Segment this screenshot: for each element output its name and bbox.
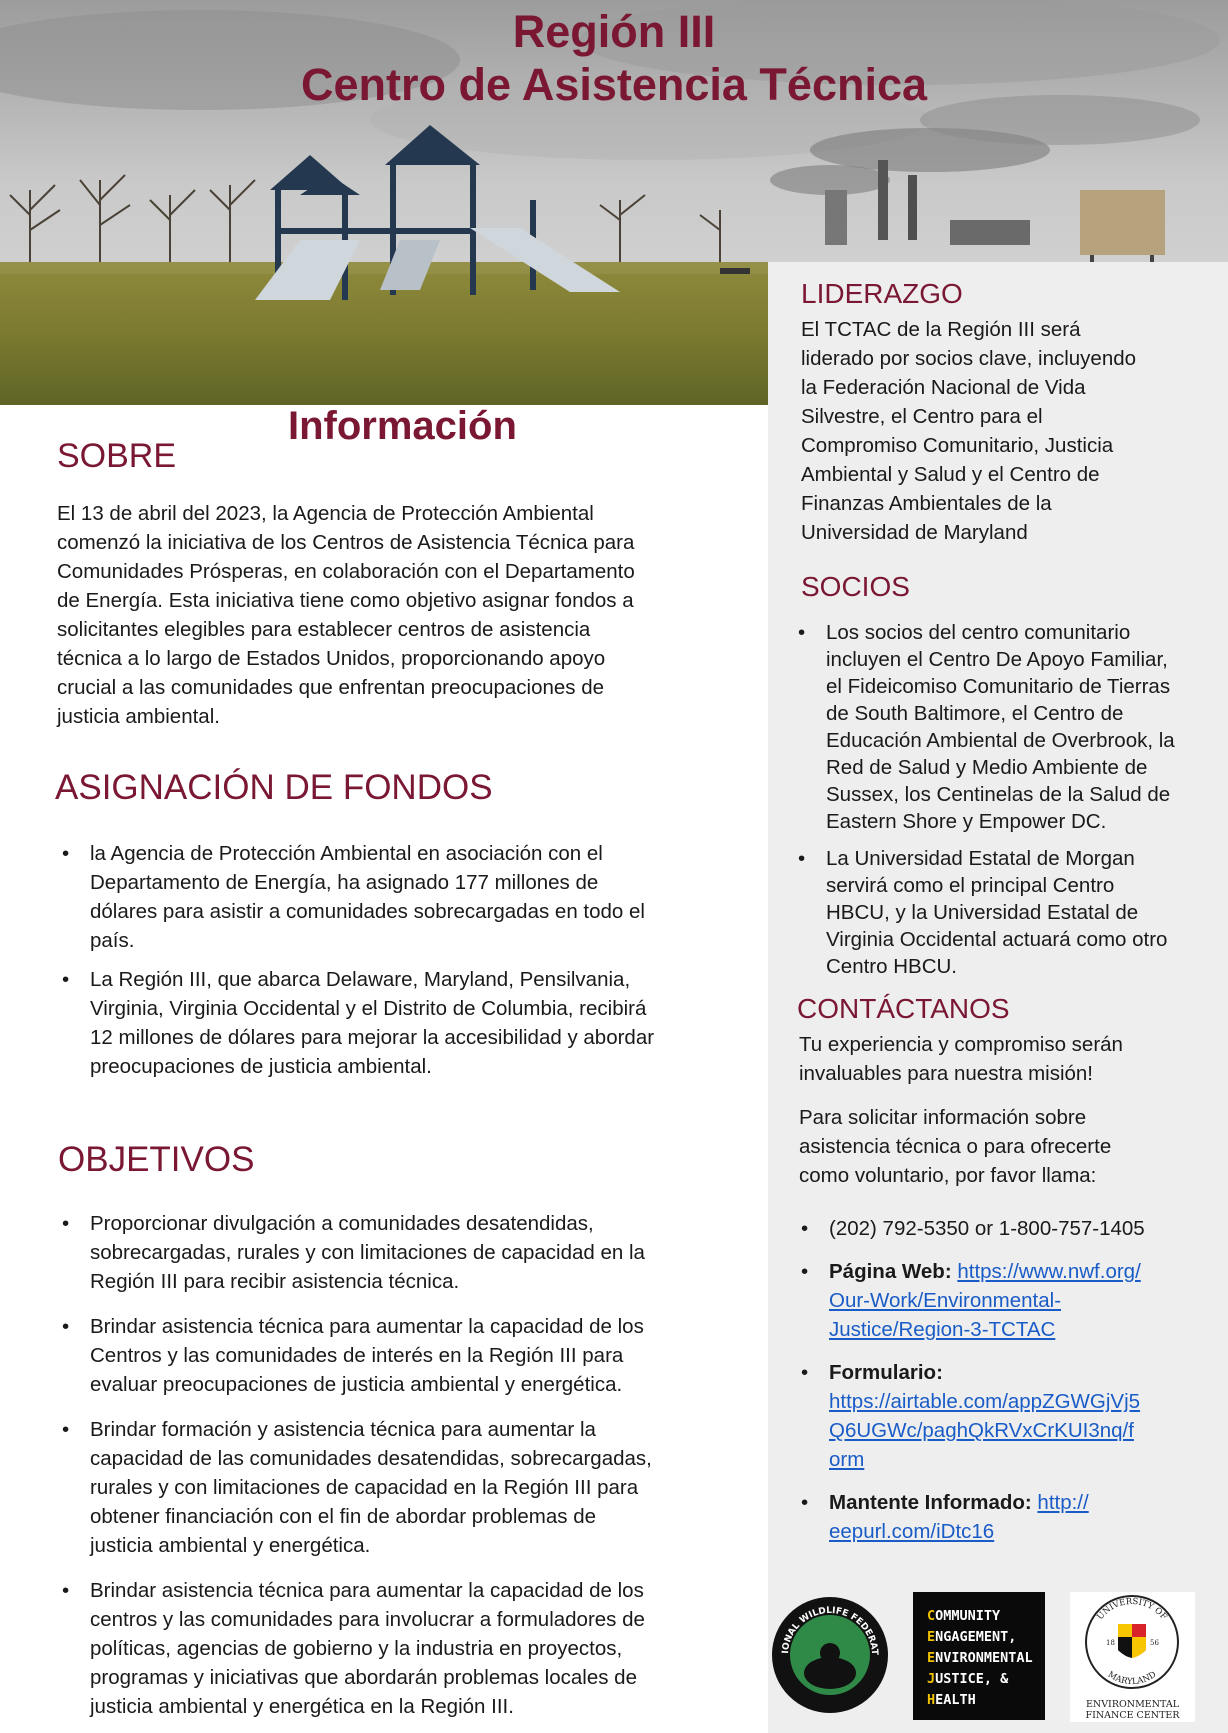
text-line: Comunidades Prósperas, en colaboración con el Departamento <box>57 560 635 583</box>
ceejh-text: EALTH <box>935 1692 976 1708</box>
text-line: Compromiso Comunitario, Justicia <box>801 434 1114 457</box>
list-item <box>60 1312 740 1399</box>
form-item <box>799 1358 1224 1474</box>
text-line: Universidad de Maryland <box>801 521 1028 544</box>
form-link[interactable]: Q6UGWc/paghQkRVxCrKUI3nq/f <box>829 1419 1134 1442</box>
text-line: incluyen el Centro De Apoyo Familiar, <box>826 648 1168 671</box>
text-line: obtener financiación con el fin de abordar problemas de <box>90 1505 596 1528</box>
text-line: justicia ambiental y energética en la Región III. <box>90 1695 514 1718</box>
fondos-list <box>60 839 720 1081</box>
ceejh-letter: J <box>927 1671 936 1687</box>
contacto-heading: CONTÁCTANOS <box>797 993 1010 1024</box>
text-line: • Brindar asistencia técnica para aumentar la capacidad de los <box>90 1579 644 1602</box>
web-link[interactable]: Our-Work/Environmental- <box>829 1289 1062 1312</box>
liderazgo-paragraph <box>801 315 1221 547</box>
text-line: programas y iniciativas que abordarán problemas locales de <box>90 1666 637 1689</box>
text-line: políticas, agencias de gobierno y la industria en proyectos, <box>90 1637 623 1660</box>
text-line: Para solicitar información sobre <box>799 1106 1087 1129</box>
text-line: El TCTAC de la Región III será <box>801 318 1081 341</box>
news-link[interactable]: eepurl.com/iDtc16 <box>829 1520 995 1543</box>
form-link[interactable]: https://airtable.com/appZGWGjVj5 <box>829 1390 1141 1413</box>
text-line: la Federación Nacional de Vida <box>801 376 1086 399</box>
text-line: evaluar preocupaciones de justicia ambiental y energética. <box>90 1373 623 1396</box>
list-item <box>60 839 720 955</box>
text-line: como voluntario, por favor llama: <box>799 1164 1097 1187</box>
form-label: Formulario: <box>829 1361 943 1384</box>
text-line: sobrecargadas, rurales y con limitaciones de capacidad en la <box>90 1241 645 1264</box>
contacto-request <box>799 1103 1219 1190</box>
nwf-logo <box>770 1595 890 1715</box>
list-item <box>60 965 720 1081</box>
web-label: Página Web: <box>829 1260 952 1283</box>
info-heading: Información <box>288 404 517 448</box>
umd-caption-line: FINANCE CENTER <box>1085 1710 1180 1721</box>
text-line: HBCU, y la Universidad Estatal de <box>826 901 1139 924</box>
text-line: Ambiental y Salud y el Centro de <box>801 463 1100 486</box>
text-line: capacidad de las comunidades desatendidas, sobrecargadas, <box>90 1447 652 1470</box>
text-line: justicia ambiental. <box>57 705 220 728</box>
umd-year-left: 18 <box>1106 1639 1115 1647</box>
text-line: Finanzas Ambientales de la <box>801 492 1052 515</box>
text-line: Tu experiencia y compromiso serán <box>799 1033 1123 1056</box>
nwf-text: IONAL WILDLIFE FEDERAT <box>780 1605 880 1656</box>
web-link[interactable]: Justice/Region-3-TCTAC <box>829 1318 1056 1341</box>
page-title <box>0 5 1228 111</box>
objetivos-list <box>60 1209 740 1721</box>
text-line: rurales y con limitaciones de capacidad en la Región III para <box>90 1476 639 1499</box>
text-line: Red de Salud y Medio Ambiente de <box>826 756 1148 779</box>
ceejh-text: USTICE, & <box>935 1671 1009 1687</box>
text-line: crucial a las comunidades que enfrentan preocupaciones de <box>57 676 605 699</box>
ceejh-logo <box>913 1592 1045 1720</box>
text-line: • La Universidad Estatal de Morgan <box>826 847 1135 870</box>
web-link[interactable]: https://www.nwf.org/ <box>957 1260 1141 1283</box>
liderazgo-heading: LIDERAZGO <box>801 278 963 309</box>
ceejh-text: OMMUNITY <box>935 1608 1001 1624</box>
objetivos-heading: OBJETIVOS <box>58 1140 255 1179</box>
umd-year-right: 56 <box>1150 1639 1159 1647</box>
text-line: país. <box>90 929 135 952</box>
ceejh-letter: E <box>927 1629 936 1645</box>
ceejh-letter: E <box>927 1650 936 1666</box>
phone-item <box>799 1214 1224 1243</box>
title-line-2: Centro de Asistencia Técnica <box>300 59 928 110</box>
title-line-1: Región III <box>512 6 716 57</box>
contacto-list <box>799 1214 1224 1546</box>
text-line: centros y las comunidades para involucrar a formuladores de <box>90 1608 645 1631</box>
news-label: Mantente Informado: <box>829 1491 1032 1514</box>
text-line: Educación Ambiental de Overbrook, la <box>826 729 1175 752</box>
text-line: • Proporcionar divulgación a comunidades desatendidas, <box>90 1212 594 1235</box>
text-line: Virginia Occidental actuará como otro <box>826 928 1168 951</box>
text-line: comenzó la iniciativa de los Centros de Asistencia Técnica para <box>57 531 635 554</box>
text-line: de Energía. Esta iniciativa tiene como objetivo asignar fondos a <box>57 589 634 612</box>
text-line: invaluables para nuestra misión! <box>799 1062 1093 1085</box>
text-line: dólares para asistir a comunidades sobrecargadas en todo el <box>90 900 645 923</box>
socios-list <box>796 619 1226 980</box>
list-item <box>60 1209 740 1296</box>
text-line: Centro HBCU. <box>826 955 958 978</box>
list-item <box>60 1415 740 1560</box>
ceejh-letter: C <box>927 1608 936 1624</box>
umd-caption-line: ENVIRONMENTAL <box>1085 1699 1180 1710</box>
umd-logo <box>1070 1592 1195 1722</box>
text-line: Centros y las comunidades de interés en la Región III para <box>90 1344 624 1367</box>
text-line: asistencia técnica o para ofrecerte <box>799 1135 1112 1158</box>
text-line: • Los socios del centro comunitario <box>826 621 1131 644</box>
web-item <box>799 1257 1224 1344</box>
text-line: • Brindar asistencia técnica para aumentar la capacidad de los <box>90 1315 644 1338</box>
text-line: justicia ambiental y energética. <box>90 1534 371 1557</box>
text-line: solicitantes elegibles para establecer centros de asistencia <box>57 618 591 641</box>
socios-heading: SOCIOS <box>801 571 910 602</box>
text-line: el Fideicomiso Comunitario de Tierras <box>826 675 1171 698</box>
list-item <box>796 845 1226 980</box>
text-line: • La Región III, que abarca Delaware, Maryland, Pensilvania, <box>90 968 631 991</box>
text-line: liderado por socios clave, incluyendo <box>801 347 1137 370</box>
contacto-intro <box>799 1030 1219 1088</box>
text-line: Silvestre, el Centro para el <box>801 405 1043 428</box>
text-line: El 13 de abril del 2023, la Agencia de Protección Ambiental <box>57 502 594 525</box>
umd-bottom-text: MARYLAND <box>1105 1669 1159 1688</box>
fondos-heading: ASIGNACIÓN DE FONDOS <box>55 768 493 807</box>
news-item <box>799 1488 1224 1546</box>
text-line: Sussex, los Centinelas de la Salud de <box>826 783 1171 806</box>
text-line: técnica a lo largo de Estados Unidos, proporcionando apoyo <box>57 647 606 670</box>
text-line: • la Agencia de Protección Ambiental en asociación con el <box>90 842 603 865</box>
sobre-paragraph <box>57 499 697 731</box>
text-line: • Brindar formación y asistencia técnica para aumentar la <box>90 1418 596 1441</box>
text-line: de South Baltimore, el Centro de <box>826 702 1124 725</box>
ceejh-letter: H <box>927 1692 936 1708</box>
phone-number[interactable]: • (202) 792-5350 or 1-800-757-1405 <box>829 1217 1145 1240</box>
text-line: 12 millones de dólares para mejorar la accesibilidad y abordar <box>90 1026 655 1049</box>
text-line: Eastern Shore y Empower DC. <box>826 810 1107 833</box>
form-link[interactable]: orm <box>829 1448 865 1471</box>
text-line: Departamento de Energía, ha asignado 177 millones de <box>90 871 599 894</box>
news-link[interactable]: http:// <box>1037 1491 1089 1514</box>
text-line: Virginia, Virginia Occidental y el Distrito de Columbia, recibirá <box>90 997 647 1020</box>
text-line: servirá como el principal Centro <box>826 874 1115 897</box>
text-line: Región III para recibir asistencia técnica. <box>90 1270 460 1293</box>
ceejh-text: NGAGEMENT, <box>935 1629 1017 1645</box>
ceejh-text: NVIRONMENTAL <box>935 1650 1033 1666</box>
sobre-heading: SOBRE <box>57 437 177 475</box>
list-item <box>796 619 1226 835</box>
umd-top-text: UNIVERSITY OF <box>1095 1596 1169 1623</box>
list-item <box>60 1576 740 1721</box>
text-line: preocupaciones de justicia ambiental. <box>90 1055 432 1078</box>
